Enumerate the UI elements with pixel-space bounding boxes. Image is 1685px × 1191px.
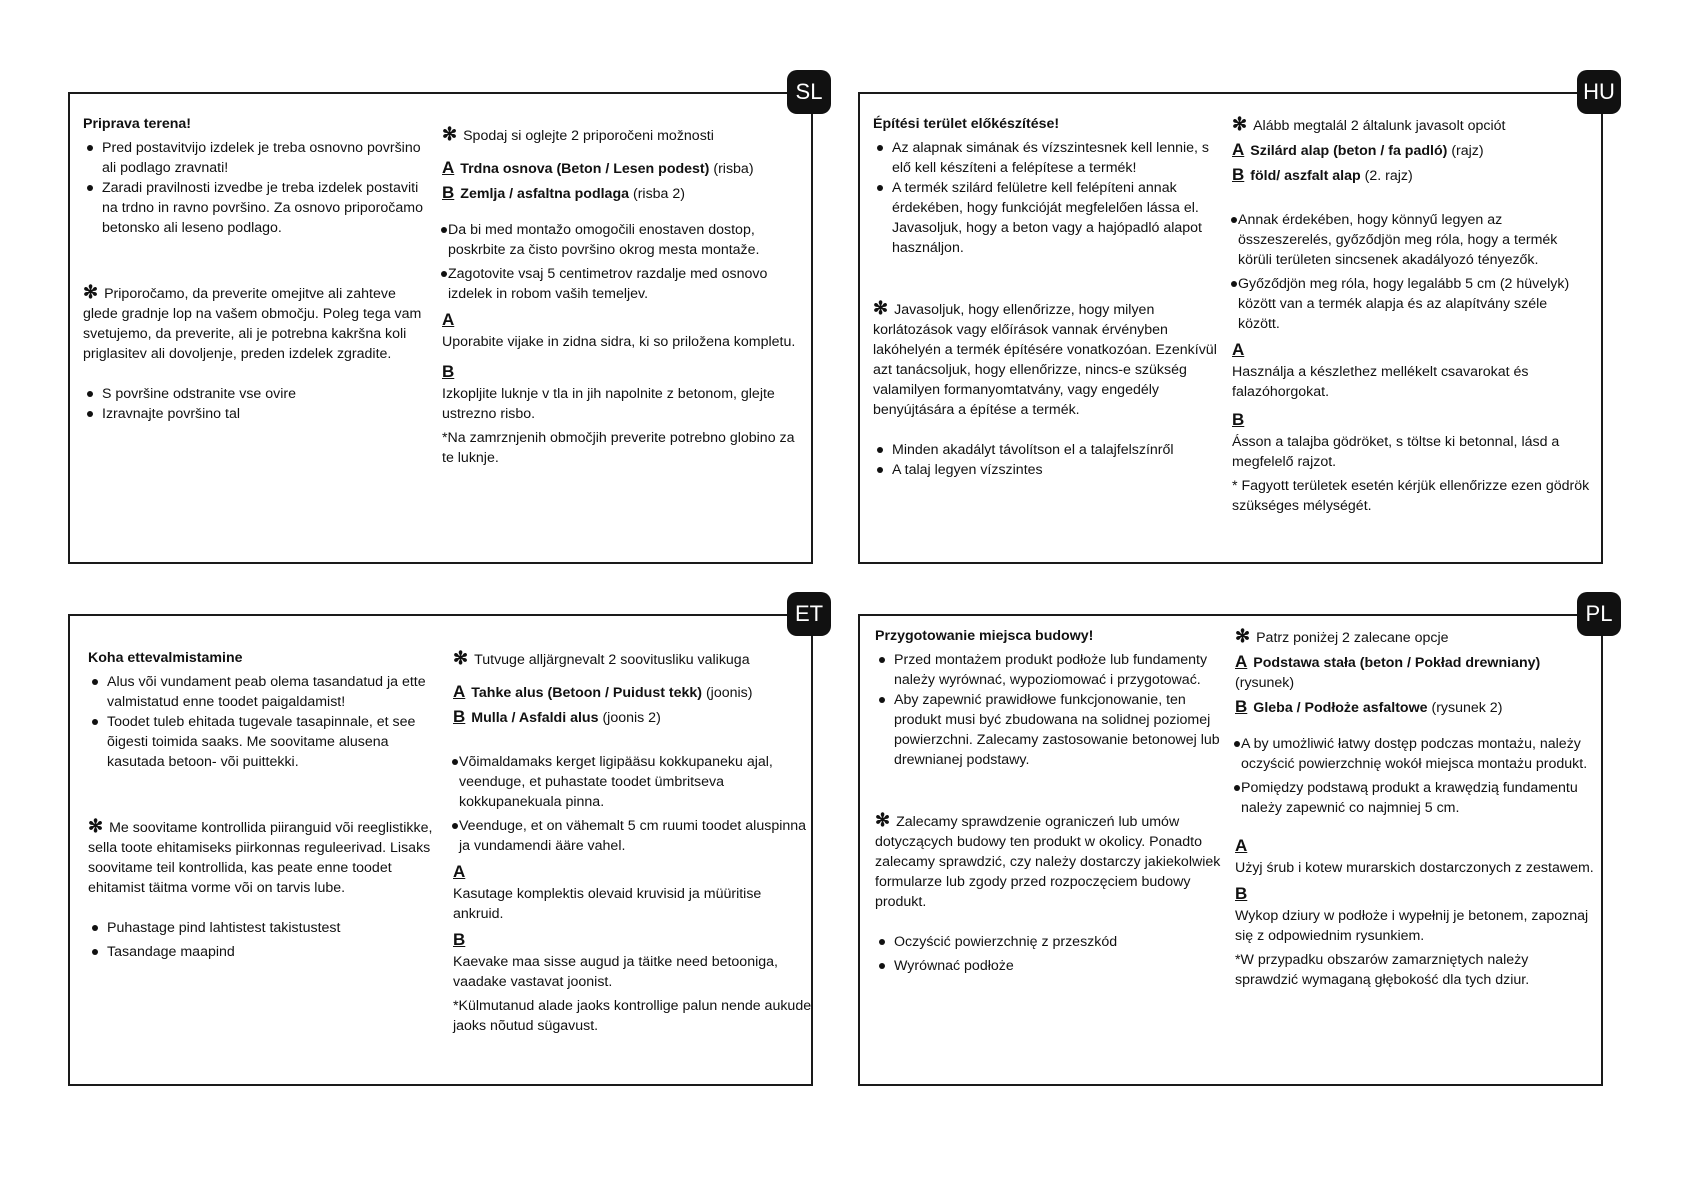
hu-option-b-name: föld/ aszfalt alap <box>1250 168 1361 184</box>
asterisk-icon: ✻ <box>873 298 889 318</box>
sl-option-a-suffix: (risba) <box>713 161 754 177</box>
asterisk-icon: ✻ <box>442 124 458 144</box>
pl-left-bullet-2: Aby zapewnić prawidłowe funkcjonowanie, ten produkt musi być zbudowana na solidnej poziomej powierzchni. Zalecamy zastosowanie betonowej lub drewnianej podstawy. <box>875 690 1221 770</box>
spacer <box>442 146 802 158</box>
sl-b-text: Izkopljite luknje v tla in jih napolnite z betonom, glejte ustrezno risbo. <box>442 386 775 422</box>
et-right-bullet-1: Võimaldamaks kerget ligipääsu kokkupaneku ajal, veenduge, et puhastate toodet ümbritseva kokkupanekuala pinna. <box>453 752 813 812</box>
sl-option-b-name: Zemlja / asfaltna podlaga <box>460 186 630 202</box>
et-right-bullet-2: Veenduge, et on vähemalt 5 cm ruumi toodet aluspinna ja vundamendi ääre vahel. <box>453 816 813 856</box>
pl-b-note: *W przypadku obszarów zamarzniętych należy sprawdzić wymaganą głębokość dla tych dziur. <box>1235 952 1530 988</box>
option-b-letter: B <box>442 183 455 202</box>
spacer <box>83 364 429 384</box>
language-badge-et: ET <box>787 592 831 636</box>
et-left-column <box>88 648 434 962</box>
sl-option-b <box>442 183 802 204</box>
sl-left-bullet-1: Pred postavitvijo izdelek je treba osnovno površino ali podlago zravnati! <box>83 138 429 178</box>
pl-left-bullet-3: Oczyścić powierzchnię z przeszkód <box>875 932 1221 952</box>
hu-option-a-suffix: (rajz) <box>1451 143 1484 159</box>
sl-b-heading: B <box>442 362 455 381</box>
sl-right-bullet-2: Zagotovite vsaj 5 centimetrov razdalje med osnovo izdelek in robom vaših temeljev. <box>442 264 802 304</box>
asterisk-icon: ✻ <box>875 810 891 830</box>
option-a-letter: A <box>442 158 455 177</box>
hu-left-bullet-2: A termék szilárd felületre kell felépíteni annak érdekében, hogy funkcióját megfelelően lássa el. Javasoljuk, hogy a beton vagy a hajópadló alapot használjon. <box>873 178 1219 258</box>
et-left-bullet-3: Puhastage pind lahtistest takistustest <box>88 918 434 938</box>
spacer <box>1235 722 1595 734</box>
spacer <box>875 770 1221 810</box>
pl-option-a-name: Podstawa stała (beton / Pokład drewniany) <box>1253 655 1541 671</box>
asterisk-icon: ✻ <box>88 816 104 836</box>
hu-left-bullet-1: Az alapnak simának és vízszintesnek kell lennie, s elő kell készíteni a felépítese a termék! <box>873 138 1219 178</box>
et-left-note-text: Me soovitame kontrollida piiranguid või reeglistikke, sella toote ehitamiseks piirkonnas reguleerivad. Lisaks soovitame teil kontrollida, kas peate enne toodet ehitamist täitma vorme või on tarvis lube. <box>88 820 433 896</box>
et-b-note: *Külmutanud alade jaoks kontrollige palun nende aukude jaoks nõutud sügavust. <box>453 998 812 1034</box>
sl-right-bullet-1: Da bi med montažo omogočili enostaven dostop, poskrbite za čisto površino okrog mesta montaže. <box>442 220 802 260</box>
pl-left-note <box>875 810 1221 912</box>
pl-a-heading: A <box>1235 836 1248 855</box>
et-a-text: Kasutage komplektis olevaid kruvisid ja müüritise ankruid. <box>453 886 762 922</box>
spacer <box>88 772 434 816</box>
et-right-column <box>453 648 813 1036</box>
hu-a-heading: A <box>1232 340 1245 359</box>
hu-right-intro <box>1232 114 1592 136</box>
hu-right-bullet-2: Győződjön meg róla, hogy legalább 5 cm (2 hüvelyk) között van a termék alapja és az alapítvány széle között. <box>1232 274 1592 334</box>
pl-right-bullet-2: Pomiędzy podstawą produkt a krawędzią fundamentu należy zapewnić co najmniej 5 cm. <box>1235 778 1595 818</box>
spacer <box>873 420 1219 440</box>
pl-left-bullet-1: Przed montażem produkt podłoże lub fundamenty należy wyrównać, wypoziomować i przygotować. <box>875 650 1221 690</box>
option-a-letter: A <box>1235 652 1248 671</box>
spacer <box>88 898 434 918</box>
et-option-b <box>453 707 813 728</box>
option-a-letter: A <box>1232 140 1245 159</box>
asterisk-icon: ✻ <box>83 282 99 302</box>
language-badge-hu: HU <box>1577 70 1621 114</box>
spacer <box>442 208 802 220</box>
pl-left-bullet-4: Wyrównać podłoże <box>875 956 1221 976</box>
pl-right-bullet-1: A by umożliwić łatwy dostęp podczas montażu, należy oczyścić powierzchnię wokół miejsca montażu produkt. <box>1235 734 1595 774</box>
hu-left-column <box>873 114 1219 480</box>
language-badge-pl: PL <box>1577 592 1621 636</box>
sl-left-note-text: Priporočamo, da preverite omejitve ali zahteve glede gradnje lop na vašem območju. Poleg tega vam svetujemo, da preverite, ali je potrebna kakršna koli priglasitev ali dovoljenje, preden izdelek zgradite. <box>83 286 422 362</box>
pl-left-note-text: Zalecamy sprawdzenie ograniczeń lub umów dotyczących budowy ten produkt w okolicy. Ponadto zalecamy sprawdzić, czy należy dostarczy jakiekolwiek formularze lub zgody przed rozpoczęciem budowy produkt. <box>875 814 1221 910</box>
hu-option-a-name: Szilárd alap (beton / fa padló) <box>1250 143 1448 159</box>
pl-right-intro-text: Patrz poniżej 2 zalecane opcje <box>1256 630 1449 646</box>
pl-a-text: Użyj śrub i kotew murarskich dostarczonych z zestawem. <box>1235 860 1594 876</box>
sl-right-column <box>442 124 802 468</box>
spacer <box>875 912 1221 932</box>
hu-right-intro-text: Alább megtalál 2 általunk javasolt opciót <box>1253 118 1506 134</box>
sl-b-note: *Na zamrznjenih območjih preverite potrebno globino za te luknje. <box>442 430 795 466</box>
asterisk-icon: ✻ <box>1232 114 1248 134</box>
hu-left-note <box>873 298 1219 420</box>
hu-left-note-text: Javasoljuk, hogy ellenőrizze, hogy milyen korlátozások vagy előírások vannak érvényben lakóhelyén a termék építésére vonatkozóan. Ezenkívül azt tanácsoljuk, hogy ellenőrizze, nincs-e szükség valamilyen formanyomtatvány, vagy engedély benyújtására a építése a termék. <box>873 302 1217 418</box>
hu-option-b-suffix: (2. rajz) <box>1364 168 1413 184</box>
et-left-note <box>88 816 434 898</box>
hu-a-text: Használja a készlethez mellékelt csavarokat és falazóhorgokat. <box>1232 364 1529 400</box>
et-option-a-suffix: (joonis) <box>705 685 753 701</box>
asterisk-icon: ✻ <box>453 648 469 668</box>
et-option-b-suffix: (joonis 2) <box>602 710 661 726</box>
pl-option-b <box>1235 697 1595 718</box>
hu-option-a <box>1232 140 1592 161</box>
sl-left-bullet-2: Zaradi pravilnosti izvedbe je treba izdelek postaviti na trdno in ravno površino. Za osnovo priporočamo betonsko ali leseno podlago. <box>83 178 429 238</box>
spacer <box>83 238 429 282</box>
pl-right-column <box>1235 626 1595 990</box>
language-badge-sl: SL <box>787 70 831 114</box>
spacer <box>1232 190 1592 210</box>
pl-left-column <box>875 626 1221 976</box>
panel-pl <box>858 601 1613 1086</box>
spacer <box>453 732 813 752</box>
hu-right-column <box>1232 114 1592 516</box>
hu-left-bullet-4: A talaj legyen vízszintes <box>873 460 1219 480</box>
et-option-a-name: Tahke alus (Betoon / Puidust tekk) <box>471 685 702 701</box>
asterisk-icon: ✻ <box>1235 626 1251 646</box>
sl-option-b-suffix: (risba 2) <box>632 186 686 202</box>
et-option-a <box>453 682 813 703</box>
et-option-b-name: Mulla / Asfaldi alus <box>471 710 599 726</box>
pl-option-b-name: Gleba / Podłoże asfaltowe <box>1253 700 1428 716</box>
sl-left-bullet-4: Izravnajte površino tal <box>83 404 429 424</box>
spacer <box>453 670 813 682</box>
option-b-letter: B <box>1235 697 1248 716</box>
sl-title: Priprava terena! <box>83 116 192 132</box>
option-b-letter: B <box>1232 165 1245 184</box>
sl-option-a <box>442 158 802 179</box>
hu-option-b <box>1232 165 1592 186</box>
option-b-letter: B <box>453 707 466 726</box>
et-left-bullet-2: Toodet tuleb ehitada tugevale tasapinnale, et see õigesti toimida saaks. Me soovitame alusena kasutada betoon- või puittekki. <box>88 712 434 772</box>
et-b-text: Kaevake maa sisse augud ja täitke need betooniga, vaadake vastavat joonist. <box>453 954 778 990</box>
panel-hu <box>858 79 1615 564</box>
pl-b-heading: B <box>1235 884 1248 903</box>
hu-b-text: Ásson a talajba gödröket, s töltse ki betonnal, lásd a megfelelő rajzot. <box>1232 434 1560 470</box>
et-left-bullet-1: Alus või vundament peab olema tasandatud ja ette valmistatud enne toodet paigaldamist! <box>88 672 434 712</box>
panel-et <box>68 601 824 1086</box>
pl-right-intro <box>1235 626 1595 648</box>
spacer <box>1235 818 1595 830</box>
panel-sl <box>68 79 823 564</box>
et-right-intro-text: Tutvuge alljärgnevalt 2 soovitusliku valikuga <box>474 652 750 668</box>
hu-left-bullet-3: Minden akadályt távolítson el a talajfelszínről <box>873 440 1219 460</box>
sl-right-intro <box>442 124 802 146</box>
et-right-intro <box>453 648 813 670</box>
et-b-heading: B <box>453 930 466 949</box>
hu-right-bullet-1: Annak érdekében, hogy könnyű legyen az összeszerelés, győződjön meg róla, hogy a termék körüli területen sincsenek akadályozó tényezők. <box>1232 210 1592 270</box>
et-left-bullet-4: Tasandage maapind <box>88 942 434 962</box>
pl-option-a-suffix: (rysunek) <box>1235 675 1295 691</box>
sl-option-a-name: Trdna osnova (Beton / Lesen podest) <box>460 161 710 177</box>
hu-b-note: * Fagyott területek esetén kérjük ellenőrizze ezen gödrök szükséges mélységét. <box>1232 478 1590 514</box>
sl-right-intro-text: Spodaj si oglejte 2 priporočeni možnosti <box>463 128 714 144</box>
sl-left-bullet-3: S površine odstranite vse ovire <box>83 384 429 404</box>
option-a-letter: A <box>453 682 466 701</box>
et-a-heading: A <box>453 862 466 881</box>
sl-a-text: Uporabite vijake in zidna sidra, ki so priložena kompletu. <box>442 334 796 350</box>
pl-option-a <box>1235 652 1595 693</box>
spacer <box>873 258 1219 298</box>
hu-title: Építési terület előkészítése! <box>873 116 1060 132</box>
sl-left-note <box>83 282 429 364</box>
sl-left-column <box>83 114 429 424</box>
pl-option-b-suffix: (rysunek 2) <box>1431 700 1503 716</box>
sl-a-heading: A <box>442 310 455 329</box>
hu-b-heading: B <box>1232 410 1245 429</box>
pl-b-text: Wykop dziury w podłoże i wypełnij je betonem, zapoznaj się z odpowiednim rysunkiem. <box>1235 908 1589 944</box>
pl-title: Przygotowanie miejsca budowy! <box>875 628 1094 644</box>
et-title: Koha ettevalmistamine <box>88 650 243 666</box>
